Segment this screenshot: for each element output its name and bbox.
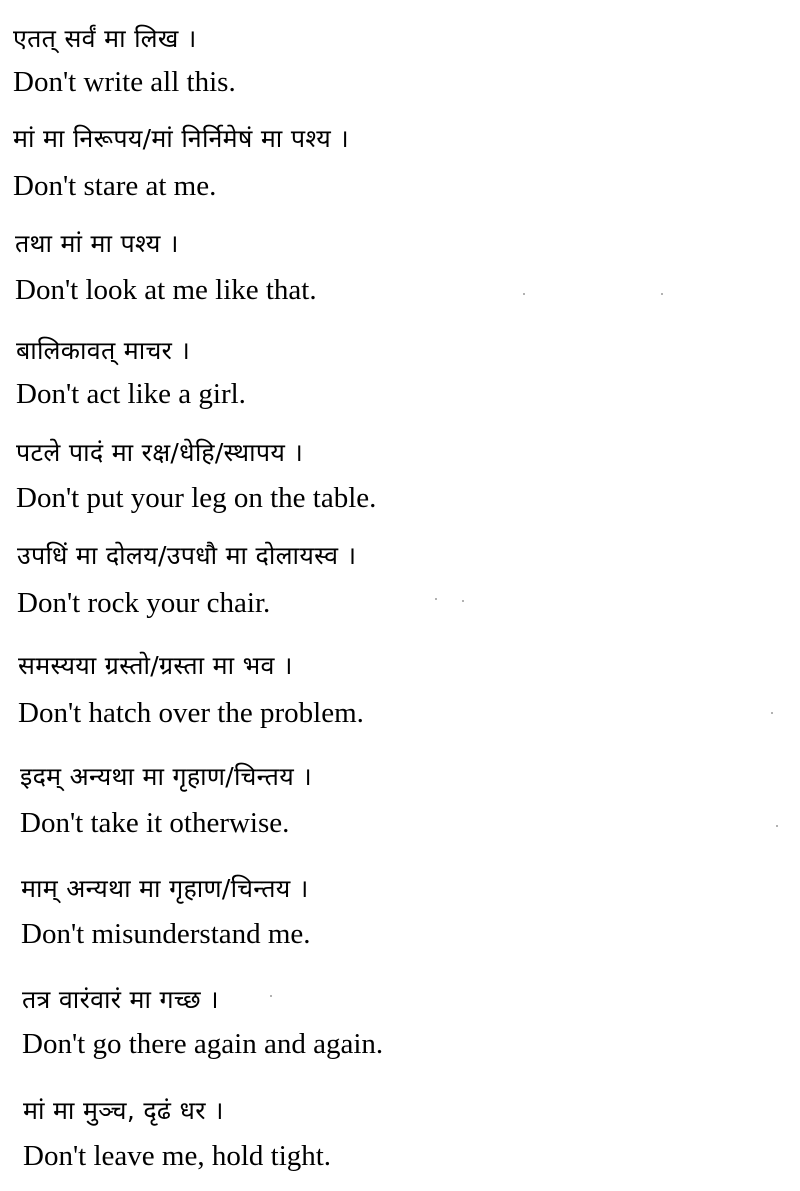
english-translation: Don't write all this. <box>13 66 236 98</box>
sanskrit-sentence: तथा मां मा पश्य । <box>15 229 179 258</box>
english-translation: Don't leave me, hold tight. <box>23 1140 332 1172</box>
english-translation: Don't go there again and again. <box>22 1028 384 1060</box>
english-translation: Don't put your leg on the table. <box>16 482 377 514</box>
sanskrit-sentence: इदम् अन्यथा मा गृहाण/चिन्तय । <box>20 762 313 791</box>
english-translation: Don't look at me like that. <box>15 274 317 306</box>
english-translation: Don't rock your chair. <box>17 587 271 619</box>
sanskrit-sentence: माम् अन्यथा मा गृहाण/चिन्तय । <box>21 874 309 903</box>
english-translation: Don't take it otherwise. <box>20 807 290 839</box>
scan-speck <box>771 712 773 714</box>
scan-speck <box>523 293 525 295</box>
sanskrit-sentence: एतत् सर्वं मा लिख । <box>13 24 197 53</box>
scan-speck <box>462 600 464 602</box>
sanskrit-sentence: मां मा निरूपय/मां निर्निमेषं मा पश्य । <box>13 124 350 153</box>
sanskrit-sentence: पटले पादं मा रक्ष/धेहि/स्थापय । <box>16 438 304 467</box>
sanskrit-sentence: उपधिं मा दोलय/उपधौ मा दोलायस्व । <box>17 541 357 570</box>
english-translation: Don't stare at me. <box>13 170 217 202</box>
sanskrit-sentence: तत्र वारंवारं मा गच्छ । <box>22 985 219 1014</box>
scan-speck <box>270 995 272 997</box>
sanskrit-sentence: बालिकावत् माचर । <box>16 336 191 365</box>
scan-speck <box>661 293 663 295</box>
english-translation: Don't act like a girl. <box>16 378 246 410</box>
scan-speck <box>435 598 437 600</box>
sanskrit-sentence: मां मा मुञ्च, दृढं धर । <box>23 1096 224 1125</box>
sanskrit-sentence: समस्यया ग्रस्तो/ग्रस्ता मा भव । <box>18 651 293 680</box>
scan-speck <box>776 825 778 827</box>
english-translation: Don't hatch over the problem. <box>18 697 364 729</box>
english-translation: Don't misunderstand me. <box>21 918 311 950</box>
